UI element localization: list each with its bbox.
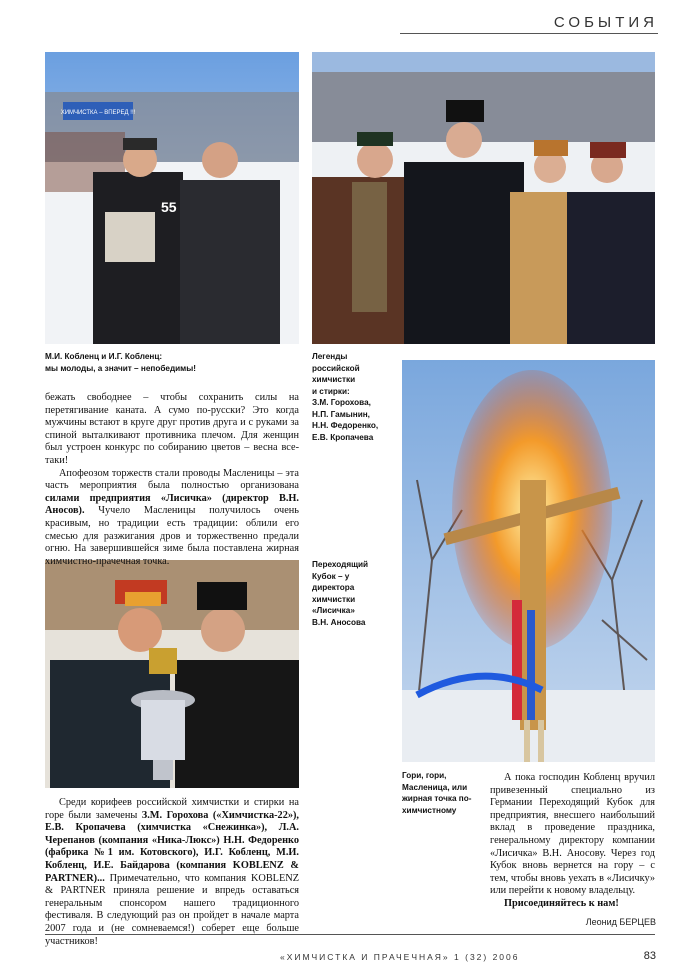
section-title: СОБЫТИЯ: [553, 14, 658, 31]
footer-rule: [45, 934, 655, 935]
banner-text: ХИМЧИСТКА – ВПЕРЕД !!!: [60, 110, 136, 116]
page-number: 83: [643, 950, 656, 962]
article-col3: А пока господин Кобленц вручил привезенный специально из Германии Переходящий Кубок для предприятия, внесшего наибольший вклад в проведение праздника, генеральному директору компании «Лисичка» В.Н. Аносову. Через год Кубок вновь вернется на гору – с тем, чтобы вновь уехать в «Лисичку» или перейти к новому владельцу. Присоединяйтесь к нам!: [490, 772, 655, 909]
photo-legends-group: [312, 52, 655, 344]
author-signature: Леонид БЕРЦЕВ: [585, 917, 656, 927]
caption-photo-2: Легенды российской химчистки и стирки: З.М. Горохова, Н.П. Гамынин, Н.Н. Федоренко, Е.В. Кропачева: [312, 352, 379, 442]
article-col1-top: бежать свободнее – чтобы сохранить силы на перетягивание каната. А сумо по-русски? Это когда мужчины встают в круге друг против друга и с руками за спиной выталкивают противника плечом. Для женщин был устроен конкурс по собиранию цветов – весна все-таки! Апофеозом торжеств стали проводы Масленицы – эта часть мероприятия была полностью организована силами предприятия «Лисичка» (директор В.Н. Аносов). Чучело Масленицы получилось очень красивым, но традиции есть традиции: облили его смесью для разжигания дров и торжественно предали огню. На завершившейся зиме была поставлена жирная химчистно-прачечная точка.: [45, 392, 299, 567]
photo-burning-effigy: [402, 360, 655, 762]
photo-cup-handover: [45, 560, 299, 788]
article-col1-bottom: Среди корифеев российской химчистки и стирки на горе были замечены З.М. Горохова («Химчистка-22»), Е.В. Кропачева (химчистка «Снежинка»), Л.А. Черепанов (компания «Ника-Люкс») Н.Н. Федоренко (фабрика №1 им. Котовского), И.Г. Кобленц, М.И. Кобленц, И.Е. Байдарова (компания KOBLENZ & PARTNER)... Примечательно, что компания KOBLENZ & PARTNER приняла решение и впредь оставаться генеральным спонсором нашего традиционного фестиваля. В следующий раз он пройдет в начале марта 2007 года и (не сомневаемся!) соберет еще больше участников!: [45, 797, 299, 947]
header-rule: [400, 33, 658, 34]
caption-photo-1: М.И. Кобленц и И.Г. Кобленц: мы молоды, а значит – непобедимы!: [45, 352, 196, 373]
bib-number: 55: [161, 199, 177, 215]
footer-journal: «ХИМЧИСТКА И ПРАЧЕЧНАЯ» 1 (32) 2006: [280, 952, 520, 962]
caption-photo-4: Гори, гори, Масленица, или жирная точка по- химчистному: [402, 771, 472, 815]
caption-photo-3: Переходящий Кубок – у директора химчистки «Лисичка» В.Н. Аносова: [312, 560, 369, 627]
photo-koblenz-couple: [45, 52, 299, 344]
